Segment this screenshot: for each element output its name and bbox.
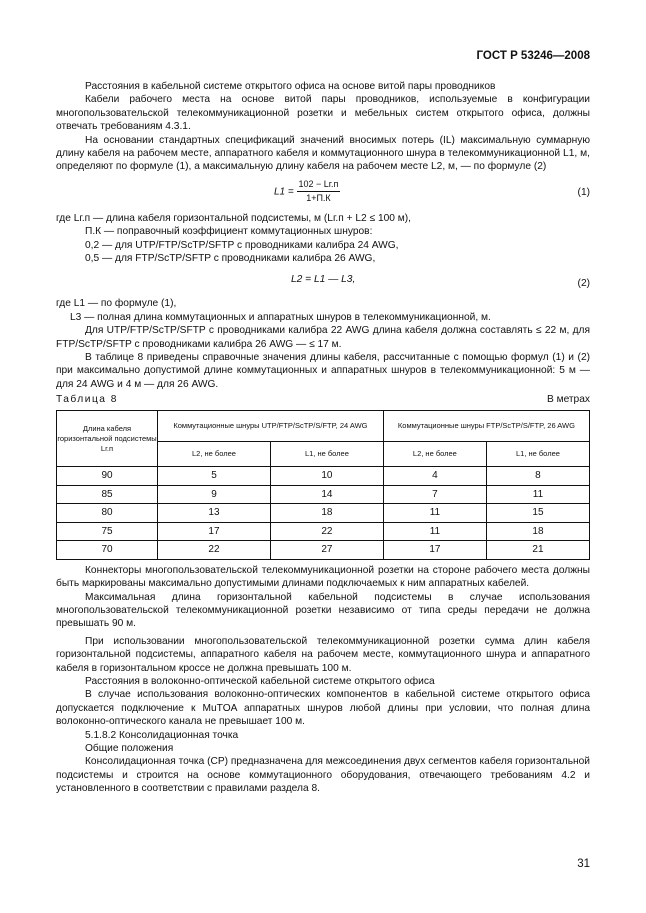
table-caption-row (56, 393, 590, 407)
table-cell: 90 (57, 467, 158, 486)
paragraph: Консолидационная точка (CP) предназначена для межсоединения двух сегментов кабеля горизонтальной подсистемы и строится на основе коммутационного оборудования, отвечающего требованиям 4.2 и установленного в соответствии с правилами раздела 8. (56, 756, 590, 795)
paragraph: При использовании многопользовательской телекоммуникационной розетки сумма длин кабеля горизонтальной подсистемы, аппаратного кабеля на рабочем месте, коммутационного шнура и аппаратного кабеля в горизонтальном кроссе не должна превышать 100 м. (56, 635, 590, 674)
paragraph: Для UTP/FTP/ScTP/SFTP с проводниками калибра 22 AWG длина кабеля должна составлять ≤ 22 м, для FTP/ScTP/SFTP с проводниками калибра 26 AWG — ≤ 17 м. (56, 325, 590, 350)
group-header-24awg: Коммутационные шнуры UTP/FTP/ScTP/S/FTP, 24 AWG (158, 411, 384, 442)
section-heading: 5.1.8.2 Консолидационная точка (85, 729, 239, 741)
formula-2-number: (2) (577, 278, 590, 290)
table-row (57, 467, 590, 486)
definition-line: 0,2 — для UTP/FTP/ScTP/SFTP с проводниками калибра 24 AWG, (85, 239, 399, 251)
table-cell: 7 (383, 485, 486, 504)
definition-line: П.К — поправочный коэффициент коммутационных шнуров: (85, 226, 373, 238)
table-cell: 27 (270, 541, 383, 560)
table-caption: Таблица 8 (56, 394, 118, 406)
sub-header-l2: L2, не более (158, 442, 271, 467)
paragraph: Максимальная длина горизонтальной кабельной подсистемы в случае использования многопользовательской телекоммуникационной розетки независимо от типа среды передачи не должна превышать 90 м. (56, 591, 590, 630)
table-units: В метрах (546, 394, 590, 406)
table-cell: 5 (158, 467, 271, 486)
table-cell: 22 (270, 522, 383, 541)
table-cell: 14 (270, 485, 383, 504)
table-cell: 75 (57, 522, 158, 541)
group-header-26awg: Коммутационные шнуры FTP/ScTP/S/FTP, 26 AWG (383, 411, 589, 442)
table-cell: 11 (383, 522, 486, 541)
formula-1-lhs: L1 = (274, 186, 294, 198)
formula-2 (56, 269, 590, 295)
table-cell: 8 (486, 467, 589, 486)
definitions (56, 212, 590, 266)
table-cell: 21 (486, 541, 589, 560)
table-row (57, 504, 590, 523)
table-cell: 11 (383, 504, 486, 523)
table-cell: 9 (158, 485, 271, 504)
table-cell: 4 (383, 467, 486, 486)
sub-header-l2: L2, не более (383, 442, 486, 467)
table-cell: 11 (486, 485, 589, 504)
table-cell: 70 (57, 541, 158, 560)
formula-1-number: (1) (577, 186, 590, 198)
table-cell: 10 (270, 467, 383, 486)
formula-2-expression: L2 = L1 — L3, (291, 274, 356, 286)
sub-header-l1: L1, не более (270, 442, 383, 467)
paragraph: Кабели рабочего места на основе витой пары проводников, используемые в конфигурации многопользовательской телекоммуникационной розетки и мебельных систем открытого офиса, должны отвечать требованиям 4.3.1. (56, 94, 590, 133)
formula-1-denominator: 1+П.К (306, 193, 331, 204)
page-number: 31 (577, 858, 590, 870)
table-cell: 85 (57, 485, 158, 504)
table-cell: 15 (486, 504, 589, 523)
table-row (57, 522, 590, 541)
table-cell: 22 (158, 541, 271, 560)
section-subtitle: Расстояния в волоконно-оптической кабельной системе открытого офиса (85, 675, 435, 687)
table-row (57, 541, 590, 560)
definition-line: где L1 — по формуле (1), (56, 298, 177, 310)
table-cell: 80 (57, 504, 158, 523)
paragraph: В случае использования волоконно-оптических компонентов в кабельной системе открытого офиса допускается подключение к MuTOA аппаратных шнуров любой длины при условии, что полная длина волоконно-оптического канала не превышает 100 м. (56, 689, 590, 728)
section-subtitle: Общие положения (85, 743, 174, 754)
table-cell: 13 (158, 504, 271, 523)
body-text (56, 80, 590, 796)
paragraph: В таблице 8 приведены справочные значения длины кабеля, рассчитанные с помощью формул (1) и (2) при максимально допустимой длине коммутационных и аппаратных шнуров в телекоммуникационной: 5 м — для 24 AWG и 4 м — для 26 AWG. (56, 352, 590, 390)
table-row (57, 485, 590, 504)
sub-header-l1: L1, не более (486, 442, 589, 467)
table-cell: 18 (270, 504, 383, 523)
definition-line: где Lг.п — длина кабеля горизонтальной подсистемы, м (Lг.п + L2 ≤ 100 м), (56, 212, 412, 224)
col-header-length: Длина кабеля горизонтальной подсистемы Lг.п (57, 411, 158, 467)
definition-line: 0,5 — для FTP/ScTP/SFTP с проводниками калибра 26 AWG, (85, 253, 376, 265)
formula-1-numerator: 102 − Lг.п (297, 178, 341, 192)
table-cell: 18 (486, 522, 589, 541)
definition-line: L3 — полная длина коммутационных и аппаратных шнуров в телекоммуникационной, м. (70, 311, 491, 323)
length-table (56, 410, 590, 560)
paragraph: Коннекторы многопользовательской телекоммуникационной розетки на стороне рабочего места должны быть маркированы максимально допустимыми длинами подключаемых к ним аппаратных кабелей. (56, 564, 590, 590)
standard-header: ГОСТ Р 53246—2008 (476, 50, 590, 62)
table-cell: 17 (158, 522, 271, 541)
formula-1 (56, 178, 590, 210)
paragraph: На основании стандартных спецификаций значений вносимых потерь (IL) максимальную суммарную длину кабеля на рабочем месте, аппаратного кабеля и коммутационного шнура в телекоммуникационной L1, м, определяют по формуле (1), а максимальную длину кабеля на рабочем месте L2, м, — по формуле (2) (56, 134, 590, 173)
paragraph: Расстояния в кабельной системе открытого офиса на основе витой пары проводников (85, 81, 496, 92)
table-cell: 17 (383, 541, 486, 560)
